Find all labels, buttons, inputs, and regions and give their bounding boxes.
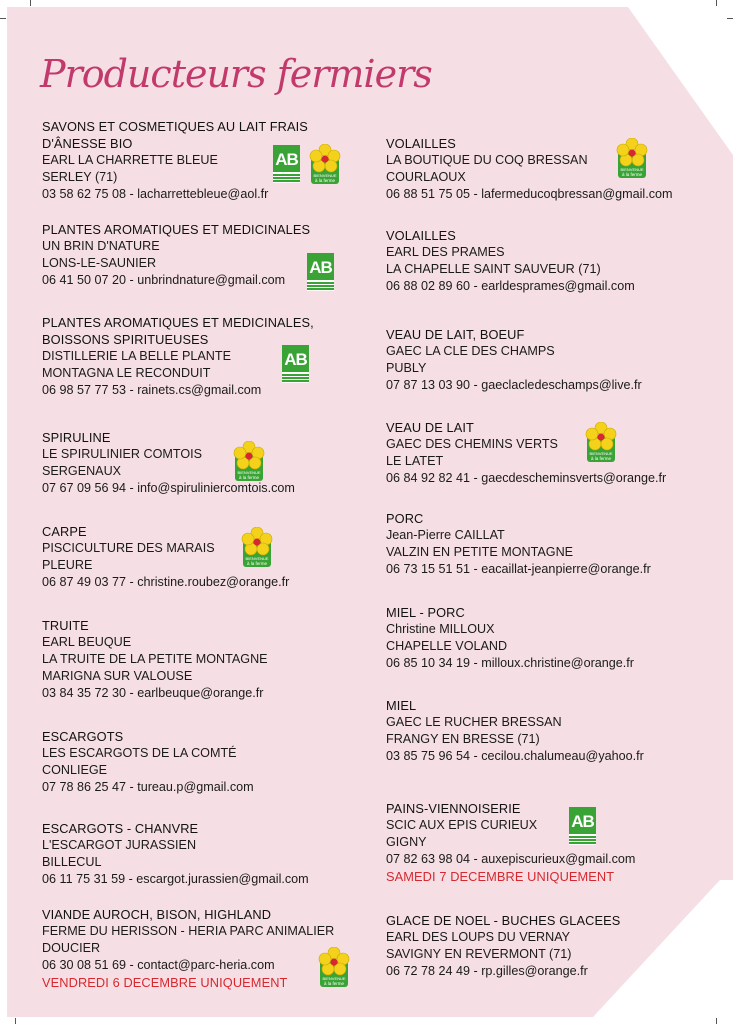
- producer-detail: PISCICULTURE DES MARAIS: [42, 541, 215, 555]
- svg-text:à la ferme: à la ferme: [323, 981, 345, 986]
- svg-text:BIENVENUE: BIENVENUE: [237, 470, 261, 475]
- product-category: VEAU DE LAIT, BOEUF: [386, 327, 525, 342]
- date-notice: VENDREDI 6 DECEMBRE UNIQUEMENT: [42, 975, 288, 990]
- contact-line: 06 72 78 24 49 - rp.gilles@orange.fr: [386, 964, 588, 978]
- producer-entry: [42, 314, 314, 399]
- product-category: PORC: [386, 511, 424, 526]
- svg-text:à la ferme: à la ferme: [246, 561, 268, 566]
- producer-entry: [42, 221, 310, 289]
- producer-detail: LONS-LE-SAUNIER: [42, 256, 157, 270]
- contact-line: 06 98 57 77 53 - rainets.cs@gmail.com: [42, 383, 262, 397]
- producer-entry: [386, 912, 620, 980]
- producer-entry: [42, 118, 308, 203]
- product-category: CARPE: [42, 524, 87, 539]
- contact-line: 06 88 02 89 60 - earldesprames@gmail.com: [386, 279, 635, 293]
- producer-detail: GAEC LE RUCHER BRESSAN: [386, 715, 562, 729]
- producer-entry: [386, 419, 666, 487]
- product-category: GLACE DE NOEL - BUCHES GLACEES: [386, 913, 621, 928]
- date-notice: SAMEDI 7 DECEMBRE UNIQUEMENT: [386, 869, 615, 884]
- producer-detail: CHAPELLE VOLAND: [386, 639, 508, 653]
- producer-entry: [386, 227, 635, 295]
- ab-logo: AB: [569, 807, 596, 845]
- ab-logo: AB: [282, 345, 309, 383]
- contact-line: 06 84 92 82 41 - gaecdescheminsverts@orange.fr: [386, 471, 667, 485]
- crop-mark: [15, 1018, 16, 1024]
- svg-text:à la ferme: à la ferme: [590, 456, 612, 461]
- product-category: MIEL: [386, 698, 417, 713]
- contact-line: 06 88 51 75 05 - lafermeducoqbressan@gmail.com: [386, 187, 673, 201]
- producer-detail: SERLEY (71): [42, 170, 118, 184]
- product-category: ESCARGOTS - CHANVRE: [42, 821, 199, 836]
- producer-entry: [386, 604, 634, 672]
- bienvenue-ferme-logo: [585, 422, 617, 467]
- contact-line: 06 73 15 51 51 - eacaillat-jeanpierre@orange.fr: [386, 562, 651, 576]
- svg-text:BIENVENUE: BIENVENUE: [322, 976, 346, 981]
- page-title: Producteurs fermiers: [40, 52, 432, 96]
- svg-text:BIENVENUE: BIENVENUE: [245, 556, 269, 561]
- producer-detail: MARIGNA SUR VALOUSE: [42, 669, 193, 683]
- crop-mark: [716, 0, 717, 6]
- contact-line: 07 78 86 25 47 - tureau.p@gmail.com: [42, 780, 254, 794]
- svg-text:BIENVENUE: BIENVENUE: [620, 167, 644, 172]
- contact-line: 06 30 08 51 69 - contact@parc-heria.com: [42, 958, 275, 972]
- contact-line: 07 82 63 98 04 - auxepiscurieux@gmail.com: [386, 852, 636, 866]
- producer-detail: COURLAOUX: [386, 170, 466, 184]
- bienvenue-ferme-logo: [318, 947, 350, 992]
- crop-mark: [716, 1018, 717, 1024]
- producer-entry: [42, 728, 254, 796]
- contact-line: 06 85 10 34 19 - milloux.christine@orange.fr: [386, 656, 635, 670]
- bienvenue-ferme-logo: [233, 441, 265, 486]
- product-category: VIANDE AUROCH, BISON, HIGHLAND: [42, 907, 272, 922]
- contact-line: 07 87 13 03 90 - gaeclacledeschamps@live.fr: [386, 378, 642, 392]
- product-category: PLANTES AROMATIQUES ET MEDICINALES,: [42, 315, 314, 330]
- producer-detail: DOUCIER: [42, 941, 101, 955]
- producer-entry: [42, 617, 268, 702]
- crop-mark: [30, 0, 31, 6]
- producer-detail: Christine MILLOUX: [386, 622, 495, 636]
- producer-detail: MONTAGNA LE RECONDUIT: [42, 366, 211, 380]
- producer-detail: EARL LA CHARRETTE BLEUE: [42, 153, 218, 167]
- producer-detail: GAEC DES CHEMINS VERTS: [386, 437, 558, 451]
- product-category: PLANTES AROMATIQUES ET MEDICINALES: [42, 222, 311, 237]
- producer-detail: LES ESCARGOTS DE LA COMTÉ: [42, 746, 237, 760]
- ab-logo: AB: [273, 145, 300, 183]
- ab-logo: AB: [307, 253, 334, 291]
- producer-detail: LE SPIRULINIER COMTOIS: [42, 447, 203, 461]
- producer-detail: EARL DES LOUPS DU VERNAY: [386, 930, 571, 944]
- producer-detail: LA CHAPELLE SAINT SAUVEUR (71): [386, 262, 601, 276]
- bienvenue-ferme-logo: [616, 138, 648, 183]
- producer-detail: UN BRIN D'NATURE: [42, 239, 160, 253]
- producer-detail: L'ESCARGOT JURASSIEN: [42, 838, 197, 852]
- product-category: VOLAILLES: [386, 136, 456, 151]
- product-category: SPIRULINE: [42, 430, 111, 445]
- producer-detail: CONLIEGE: [42, 763, 108, 777]
- crop-mark: [0, 18, 6, 19]
- product-category: MIEL - PORC: [386, 605, 465, 620]
- product-category: PAINS-VIENNOISERIE: [386, 801, 521, 816]
- contact-line: 03 58 62 75 08 - lacharrettebleue@aol.fr: [42, 187, 269, 201]
- contact-line: 07 67 09 56 94 - info@spiruliniercomtois.com: [42, 481, 295, 495]
- producer-detail: EARL BEUQUE: [42, 635, 132, 649]
- product-category: VEAU DE LAIT: [386, 420, 474, 435]
- producer-detail: DISTILLERIE LA BELLE PLANTE: [42, 349, 231, 363]
- producer-detail: LE LATET: [386, 454, 444, 468]
- producer-entry: [386, 510, 651, 578]
- bienvenue-ferme-logo: [241, 527, 273, 572]
- producer-entry: [386, 326, 642, 394]
- producer-detail: FRANGY EN BRESSE (71): [386, 732, 540, 746]
- contact-line: 03 84 35 72 30 - earlbeuque@orange.fr: [42, 686, 264, 700]
- crop-mark: [727, 18, 733, 19]
- product-category: SAVONS ET COSMETIQUES AU LAIT FRAIS: [42, 119, 308, 134]
- bienvenue-ferme-logo: [309, 144, 341, 189]
- producer-detail: SCIC AUX EPIS CURIEUX: [386, 818, 538, 832]
- producer-entry: [42, 820, 309, 888]
- contact-line: 03 85 75 96 54 - cecilou.chalumeau@yahoo.fr: [386, 749, 644, 763]
- producer-detail: SERGENAUX: [42, 464, 122, 478]
- contact-line: 06 41 50 07 20 - unbrindnature@gmail.com: [42, 273, 286, 287]
- product-category: D'ÂNESSE BIO: [42, 136, 133, 151]
- producer-detail: PUBLY: [386, 361, 427, 375]
- producer-detail: GAEC LA CLE DES CHAMPS: [386, 344, 555, 358]
- producer-detail: LA BOUTIQUE DU COQ BRESSAN: [386, 153, 588, 167]
- contact-line: 06 87 49 03 77 - christine.roubez@orange.fr: [42, 575, 290, 589]
- producer-detail: PLEURE: [42, 558, 93, 572]
- product-category: ESCARGOTS: [42, 729, 124, 744]
- contact-line: 06 11 75 31 59 - escargot.jurassien@gmail.com: [42, 872, 309, 886]
- producer-detail: VALZIN EN PETITE MONTAGNE: [386, 545, 574, 559]
- producer-detail: FERME DU HERISSON - HERIA PARC ANIMALIER: [42, 924, 335, 938]
- svg-text:à la ferme: à la ferme: [621, 172, 643, 177]
- producer-detail: EARL DES PRAMES: [386, 245, 505, 259]
- svg-text:BIENVENUE: BIENVENUE: [313, 173, 337, 178]
- product-category: VOLAILLES: [386, 228, 456, 243]
- producer-detail: LA TRUITE DE LA PETITE MONTAGNE: [42, 652, 268, 666]
- producer-detail: GIGNY: [386, 835, 427, 849]
- producer-entry: [42, 906, 334, 991]
- product-category: TRUITE: [42, 618, 89, 633]
- svg-text:BIENVENUE: BIENVENUE: [589, 451, 613, 456]
- svg-text:à la ferme: à la ferme: [238, 475, 260, 480]
- producer-detail: BILLECUL: [42, 855, 102, 869]
- producer-detail: SAVIGNY EN REVERMONT (71): [386, 947, 572, 961]
- producer-entry: [386, 800, 635, 885]
- product-category: BOISSONS SPIRITUEUSES: [42, 332, 209, 347]
- svg-text:à la ferme: à la ferme: [314, 178, 336, 183]
- producer-detail: Jean-Pierre CAILLAT: [386, 528, 505, 542]
- producer-entry: [386, 697, 644, 765]
